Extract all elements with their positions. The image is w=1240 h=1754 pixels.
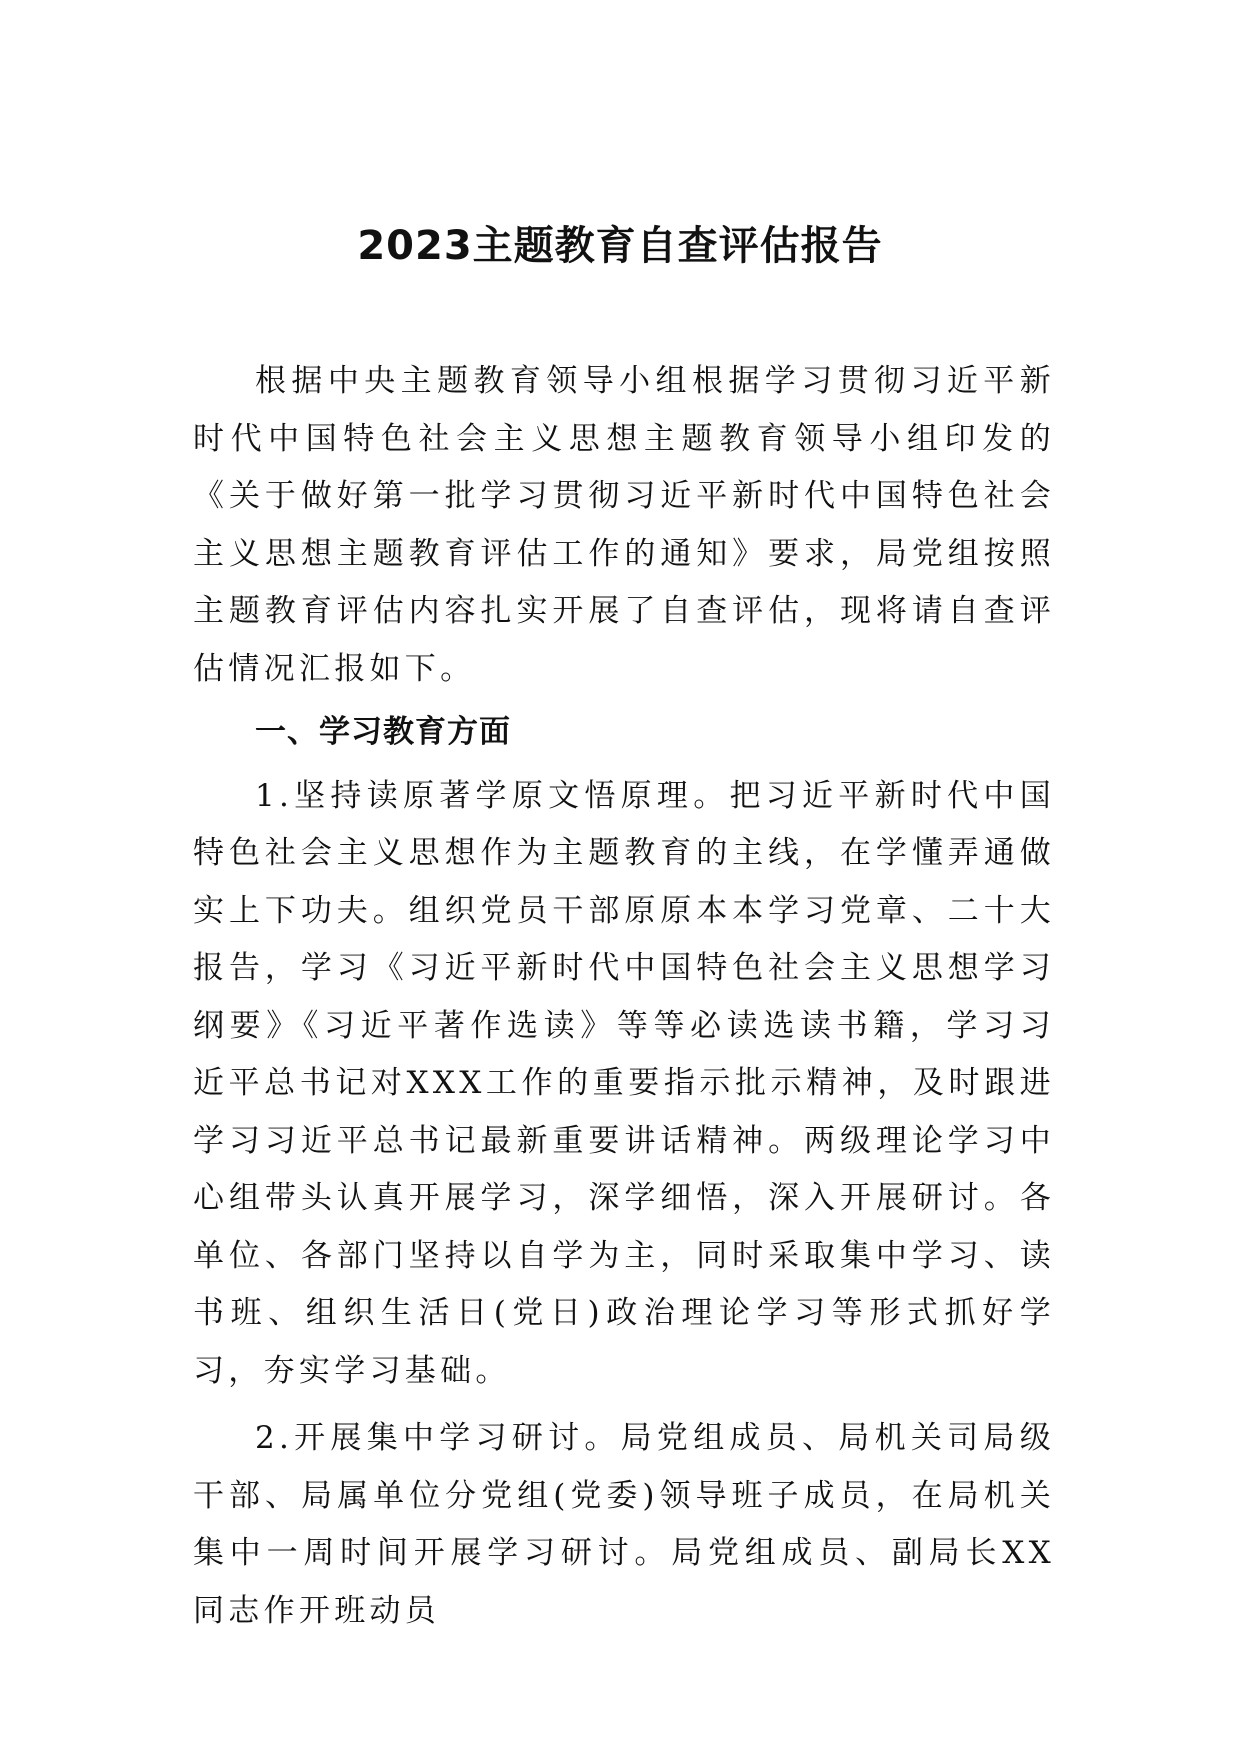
document-body xyxy=(193,353,1055,1640)
section-heading-study-education: 一、学习教育方面 xyxy=(255,714,511,750)
intro-paragraph: 根据中央主题教育领导小组根据学习贯彻习近平新时代中国特色社会主义思想主题教育领导小组印发的《关于做好第一批学习贯彻习近平新时代中国特色社会主义思想主题教育评估工作的通知》要求，局党组按照主题教育评估内容扎实开展了自查评估，现将请自查评估情况汇报如下。 xyxy=(193,363,1055,687)
item-2-paragraph: 2.开展集中学习研讨。局党组成员、局机关司局级干部、局属单位分党组(党委)领导班子成员，在局机关集中一周时间开展学习研讨。局党组成员、副局长XX同志作开班动员 xyxy=(193,1420,1055,1629)
document-title: 2023主题教育自查评估报告 xyxy=(357,223,883,269)
item-1-paragraph: 1.坚持读原著学原文悟原理。把习近平新时代中国特色社会主义思想作为主题教育的主线，在学懂弄通做实上下功夫。组织党员干部原原本本学习党章、二十大报告，学习《习近平新时代中国特色社会主义思想学习纲要》《习近平著作选读》等等必读选读书籍，学习习近平总书记对XXX工作的重要指示批示精神，及时跟进学习习近平总书记最新重要讲话精神。两级理论学习中心组带头认真开展学习，深学细悟，深入开展研讨。各单位、各部门坚持以自学为主，同时采取集中学习、读书班、组织生活日(党日)政治理论学习等形式抓好学习，夯实学习基础。 xyxy=(193,777,1055,1389)
